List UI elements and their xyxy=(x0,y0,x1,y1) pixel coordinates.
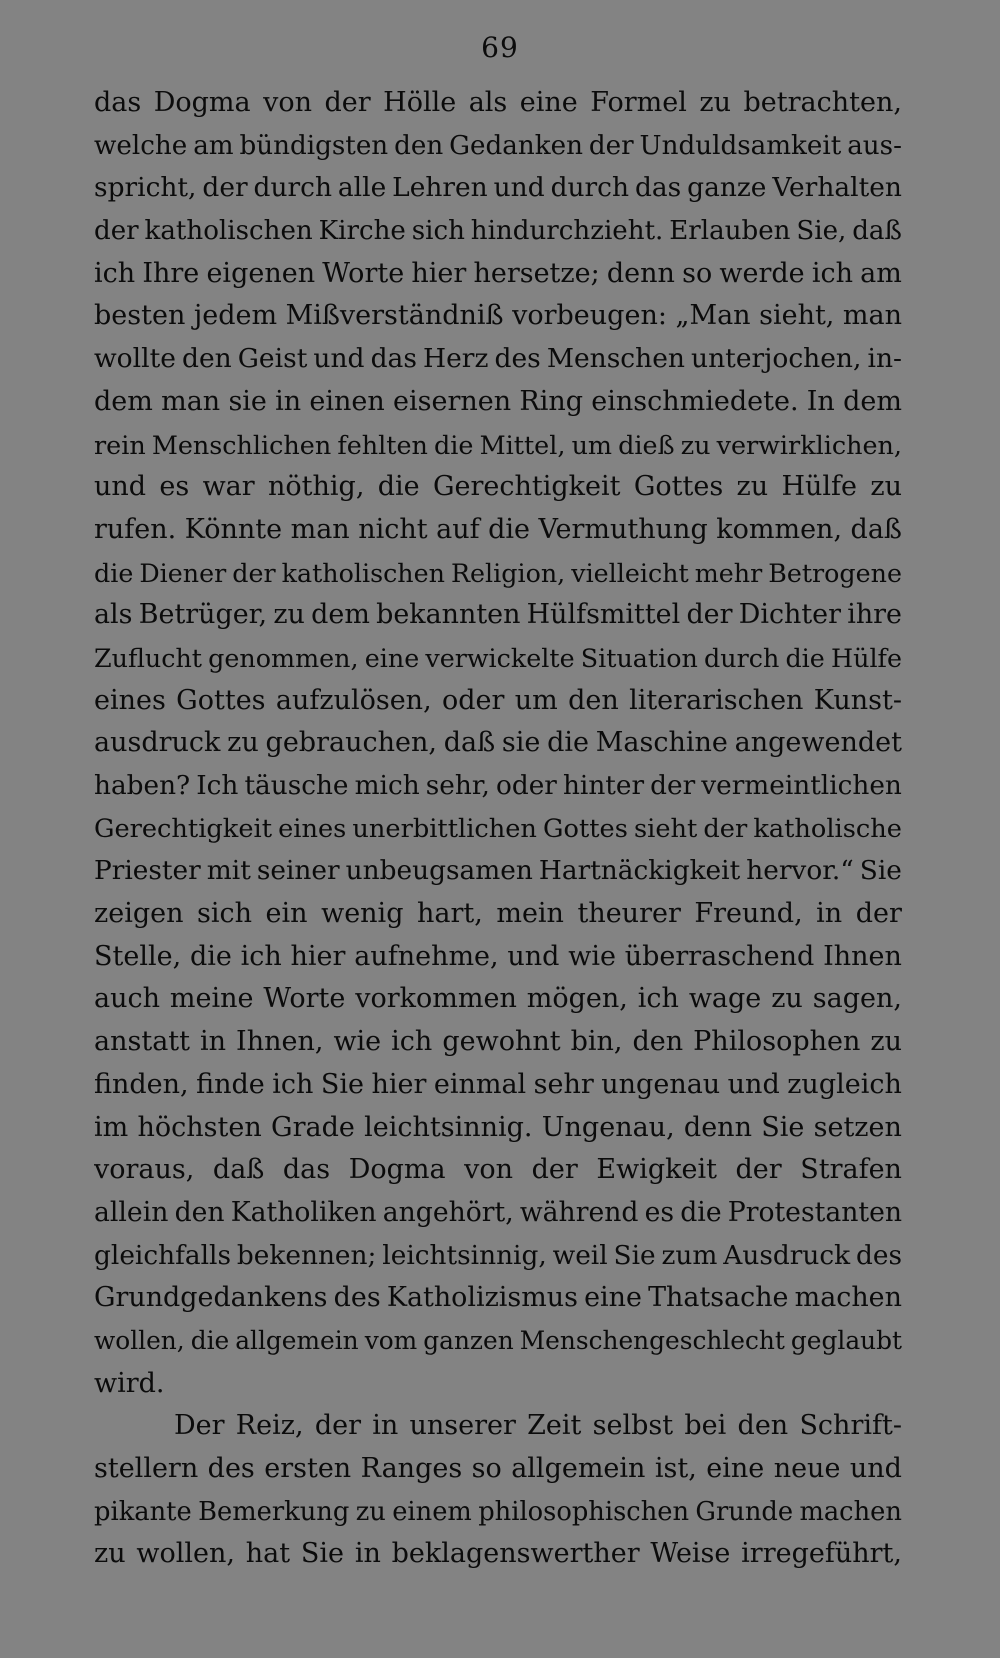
text-line: finden, finde ich Sie hier einmal sehr ungenau und zugleich xyxy=(94,1068,902,1100)
text-line: als Betrüger, zu dem bekannten Hülfsmittel der Dichter ihre xyxy=(94,599,902,631)
text-line: zu wollen, hat Sie in beklagenswerther Weise irregeführt, xyxy=(94,1538,902,1570)
text-line: welche am bündigsten den Gedanken der Unduldsamkeit aus- xyxy=(94,130,902,161)
text-line: wollte den Geist und das Herz des Menschen unterjochen, in- xyxy=(94,343,902,375)
text-line: zeigen sich ein wenig hart, mein theurer Freund, in der xyxy=(94,898,902,930)
text-line: rein Menschlichen fehlten die Mittel, um dieß zu verwirklichen, xyxy=(94,429,902,460)
page-number: 69 xyxy=(481,31,519,64)
text-line: im höchsten Grade leichtsinnig. Ungenau, denn Sie setzen xyxy=(94,1111,902,1143)
text-line: spricht, der durch alle Lehren und durch das ganze Verhalten xyxy=(94,172,902,204)
text-line: anstatt in Ihnen, wie ich gewohnt bin, den Philosophen zu xyxy=(94,1026,902,1058)
text-line: stellern des ersten Ranges so allgemein ist, eine neue und xyxy=(94,1453,902,1484)
text-line: eines Gottes aufzulösen, oder um den literarischen Kunst- xyxy=(94,684,902,716)
text-line: haben? Ich täusche mich sehr, oder hinter der vermeintlichen xyxy=(94,771,902,801)
text-line: rufen. Könnte man nicht auf die Vermuthung kommen, daß xyxy=(94,513,902,545)
text-line: ausdruck zu gebrauchen, daß sie die Maschine angewendet xyxy=(94,727,902,759)
text-line: und es war nöthig, die Gerechtigkeit Gottes zu Hülfe zu xyxy=(94,471,902,503)
text-line: Der Reiz, der in unserer Zeit selbst bei den Schrift- xyxy=(174,1410,902,1442)
text-line: besten jedem Mißverständniß vorbeugen: „Man sieht, man xyxy=(94,300,902,332)
text-line: Zuflucht genommen, eine verwickelte Situation durch die Hülfe xyxy=(94,642,902,673)
text-line: der katholischen Kirche sich hindurchzieht. Erlauben Sie, daß xyxy=(94,216,902,247)
text-line: das Dogma von der Hölle als eine Formel zu betrachten, xyxy=(94,87,902,118)
text-line: pikante Bemerkung zu einem philosophischen Grunde machen xyxy=(94,1496,902,1527)
text-line: Grundgedankens des Katholizismus eine Thatsache machen xyxy=(94,1282,902,1314)
text-line: Priester mit seiner unbeugsamen Hartnäckigkeit hervor.“ Sie xyxy=(94,856,902,887)
text-line: Stelle, die ich hier aufnehme, und wie überraschend Ihnen xyxy=(94,940,902,972)
text-line: auch meine Worte vorkommen mögen, ich wage zu sagen, xyxy=(94,983,902,1015)
text-line: wollen, die allgemein vom ganzen Menschengeschlecht geglaubt xyxy=(94,1325,902,1355)
text-line: ich Ihre eigenen Worte hier hersetze; denn so werde ich am xyxy=(94,257,902,289)
text-line: dem man sie in einen eisernen Ring einschmiedete. In dem xyxy=(94,385,902,417)
text-line: allein den Katholiken angehört, während es die Protestanten xyxy=(94,1196,902,1228)
text-line: gleichfalls bekennen; leichtsinnig, weil Sie zum Ausdruck des xyxy=(94,1240,902,1271)
text-line: die Diener der katholischen Religion, vielleicht mehr Betrogene xyxy=(94,557,902,588)
text-line: Gerechtigkeit eines unerbittlichen Gottes sieht der katholische xyxy=(94,813,902,844)
text-line: voraus, daß das Dogma von der Ewigkeit der Strafen xyxy=(94,1154,902,1186)
body-text xyxy=(94,82,902,1576)
text-line: wird. xyxy=(94,1367,165,1399)
